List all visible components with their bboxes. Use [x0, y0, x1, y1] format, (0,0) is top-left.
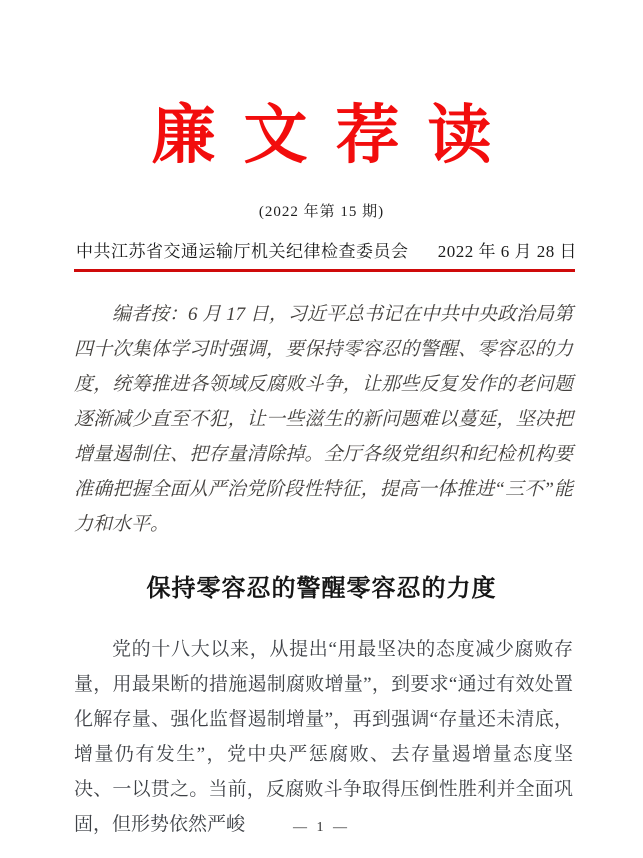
header-date: 2022 年 6 月 28 日	[437, 242, 577, 261]
issue-line: (2022 年第 15 期)	[258, 204, 385, 220]
page-number: — 1 —	[293, 820, 350, 835]
header-row	[76, 237, 577, 262]
red-divider-rule	[74, 269, 575, 272]
header-organization: 中共江苏省交通运输厅机关纪律检查委员会	[76, 242, 409, 261]
article-body-paragraph: 党的十八大以来，从提出“用最坚决的态度减少腐败存量，用最果断的措施遏制腐败增量”，到要求“通过有效处置化解存量、强化监督遏制增量”，再到强调“存量还未清底，增量仍有发生”，党中央严惩腐败、去存量遏增量态度坚决、一以贯之。当前，反腐败斗争取得压倒性胜利并全面巩固，但形势依然严峻	[74, 639, 573, 835]
editor-note-paragraph: 编者按：6 月 17 日，习近平总书记在中共中央政治局第四十次集体学习时强调，要保持零容忍的警醒、零容忍的力度，统筹推进各领域反腐败斗争，让那些反复发作的老问题逐渐减少直至不犯，让一些滋生的新问题难以蔓延，坚决把增量遏制住、把存量清除掉。全厅各级党组织和纪检机构要准确把握全面从严治党阶段性特征，提高一体推进“三不”能力和水平。	[74, 304, 573, 535]
masthead-title: 廉文荐读	[151, 100, 520, 171]
article-title: 保持零容忍的警醒零容忍的力度	[146, 576, 497, 602]
